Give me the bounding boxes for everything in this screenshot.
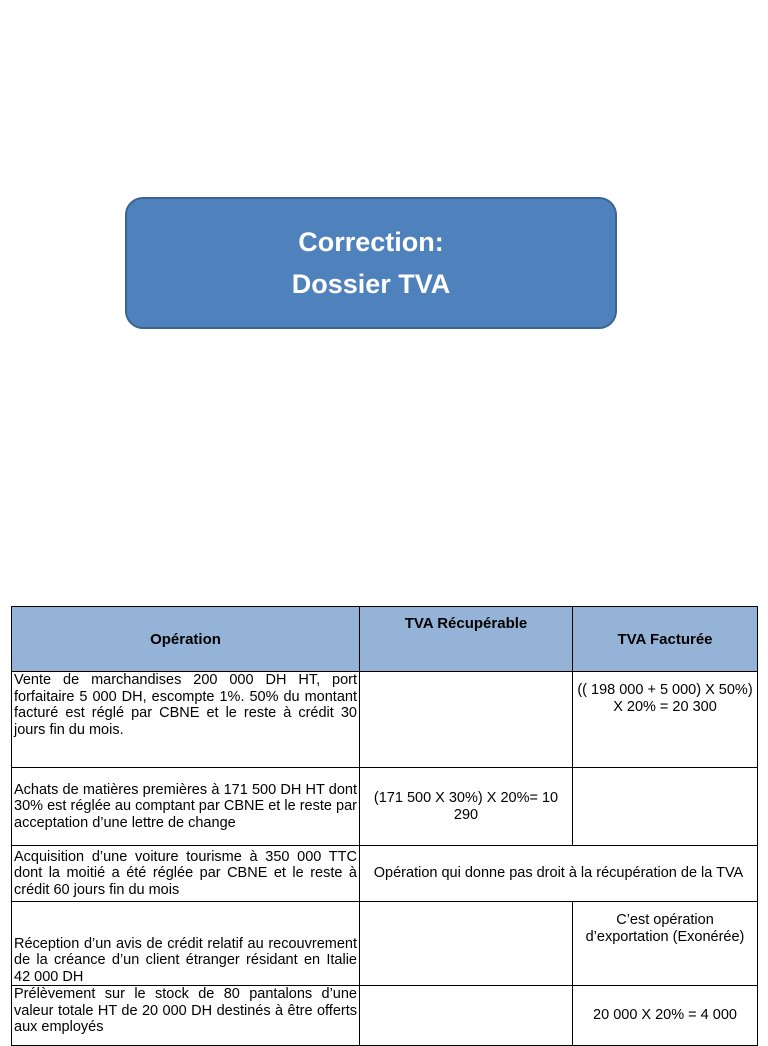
title-line-1: Correction: [298, 227, 444, 257]
header-tva-recuperable: TVA Récupérable [360, 607, 573, 672]
tva-table [11, 606, 758, 1046]
table-row [12, 846, 758, 902]
header-operation: Opération [12, 607, 360, 672]
cell-merged-note: Opération qui donne pas droit à la récupération de la TVA [360, 846, 758, 902]
cell-operation: Réception d’un avis de crédit relatif au recouvrement de la créance d’un client étranger résidant en Italie 42 000 DH [12, 902, 360, 986]
cell-operation: Achats de matières premières à 171 500 DH HT dont 30% est réglée au comptant par CBNE et le reste par acceptation d’une lettre de change [12, 768, 360, 846]
table-header-row [12, 607, 758, 672]
cell-operation: Acquisition d’une voiture tourisme à 350 000 TTC dont la moitié a été réglée par CBNE et le reste à crédit 60 jours fin du mois [12, 846, 360, 902]
cell-tva-facturee: (( 198 000 + 5 000) X 50%) X 20% = 20 300 [573, 672, 758, 768]
cell-operation: Prélèvement sur le stock de 80 pantalons d’une valeur totale HT de 20 000 DH destinés à être offerts aux employés [12, 986, 360, 1046]
cell-tva-facturee [573, 768, 758, 846]
cell-tva-recuperable: (171 500 X 30%) X 20%= 10 290 [360, 768, 573, 846]
title-box [125, 197, 617, 329]
header-tva-facturee: TVA Facturée [573, 607, 758, 672]
title-line-2: Dossier TVA [291, 269, 451, 299]
table-row [12, 768, 758, 846]
cell-tva-facturee: C’est opération d’exportation (Exonérée) [573, 902, 758, 986]
cell-tva-facturee: 20 000 X 20% = 4 000 [573, 986, 758, 1046]
cell-tva-recuperable [360, 902, 573, 986]
cell-tva-recuperable [360, 672, 573, 768]
table-row [12, 986, 758, 1046]
cell-tva-recuperable [360, 986, 573, 1046]
cell-operation: Vente de marchandises 200 000 DH HT, port forfaitaire 5 000 DH, escompte 1%. 50% du montant facturé est réglé par CBNE et le reste à crédit 30 jours fin du mois. [12, 672, 360, 768]
table-row [12, 672, 758, 768]
table-row [12, 902, 758, 986]
